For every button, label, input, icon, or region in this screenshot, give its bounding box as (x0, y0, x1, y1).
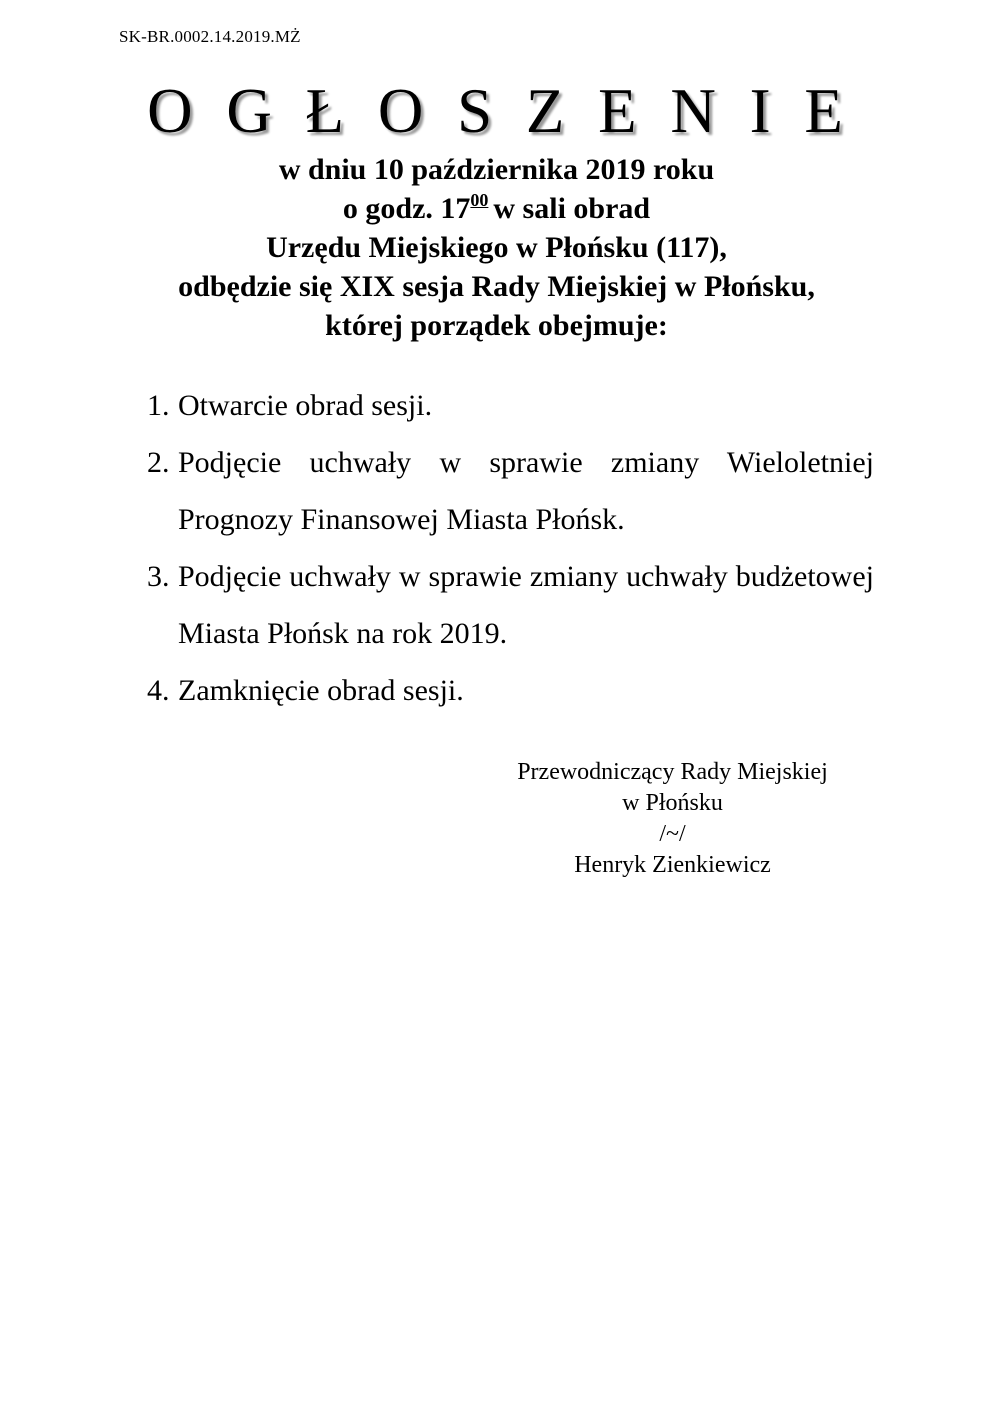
agenda-item (140, 377, 874, 434)
intro-date-line: w dniu 10 października 2019 roku (278, 153, 715, 186)
agenda-item-number: 3. (147, 560, 170, 593)
intro-time-prefix: o godz. 17 (342, 192, 471, 225)
document-title: O G Ł O S Z E N I E (147, 76, 852, 146)
intro-venue-line: Urzędu Miejskiego w Płońsku (117), (266, 231, 727, 264)
signature-block (500, 757, 845, 881)
intro-time-suffix: w sali obrad (493, 192, 651, 225)
signature-position: Przewodniczący Rady Miejskiej (517, 759, 828, 785)
intro-agenda-heading: której porządek obejmuje: (325, 309, 668, 342)
agenda-item-text: Zamknięcie obrad sesji. (178, 674, 464, 707)
agenda-item (140, 662, 874, 719)
signature-mark: /~/ (659, 821, 686, 847)
agenda-item-text: Otwarcie obrad sesji. (178, 389, 433, 422)
intro-session-line: odbędzie się XIX sesja Rady Miejskiej w Płońsku, (178, 270, 815, 303)
document-reference-number: SK-BR.0002.14.2019.MŻ (119, 27, 301, 46)
agenda-list (140, 377, 874, 719)
intro-time-minutes: 00 (470, 190, 489, 210)
agenda-item-text: Podjęcie uchwały w sprawie zmiany Wieloletniej Prognozy Finansowej Miasta Płońsk. (178, 446, 874, 536)
agenda-item (140, 548, 874, 662)
signature-name: Henryk Zienkiewicz (574, 852, 771, 878)
agenda-item-text: Podjęcie uchwały w sprawie zmiany uchwały budżetowej Miasta Płońsk na rok 2019. (178, 560, 874, 650)
signature-place: w Płońsku (622, 790, 723, 816)
announcement-intro (0, 150, 993, 345)
agenda-item-number: 1. (147, 389, 170, 422)
agenda-item (140, 434, 874, 548)
agenda-item-number: 4. (147, 674, 170, 707)
agenda-item-number: 2. (147, 446, 170, 479)
intro-time-line (0, 189, 993, 228)
